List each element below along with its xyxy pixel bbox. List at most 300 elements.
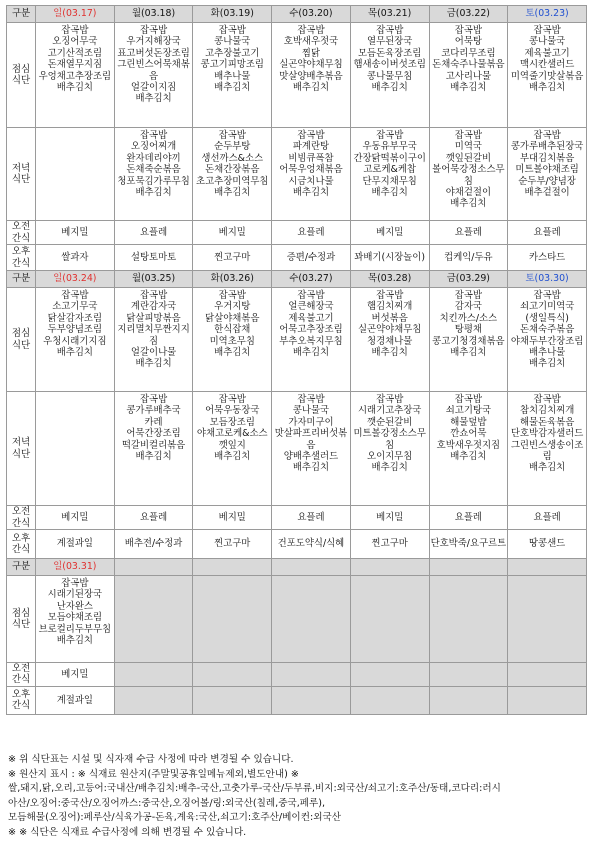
menu-cell bbox=[429, 288, 508, 392]
menu-cell bbox=[114, 128, 193, 221]
menu-item: 탕평채 bbox=[454, 324, 482, 336]
menu-item: 닭살피망볶음 bbox=[126, 312, 181, 324]
menu-item: 잡곡밥 bbox=[297, 25, 325, 36]
snack-cell: 요플레 bbox=[272, 221, 351, 245]
menu-item: 배추김치 bbox=[214, 451, 251, 463]
menu-item: 완자데리야끼 bbox=[126, 152, 181, 164]
snack-cell: 건포도약식/식혜 bbox=[272, 530, 351, 559]
day-header: 월(03.25) bbox=[114, 271, 193, 288]
menu-item: 배추나물 bbox=[214, 70, 251, 82]
menu-cell bbox=[350, 23, 429, 128]
pm-snack-row bbox=[7, 245, 587, 271]
menu-item: 청포묵김가루무침 bbox=[117, 175, 190, 187]
menu-item: 잡곡밥 bbox=[139, 290, 168, 301]
menu-item: 우거지해장국 bbox=[126, 36, 181, 48]
menu-item: 배추김치 bbox=[56, 635, 93, 647]
menu-item: 잡곡밥 bbox=[218, 130, 246, 141]
pm-snack-row-label bbox=[7, 686, 36, 714]
menu-item: 돈채죽순볶음 bbox=[126, 164, 181, 176]
menu-item: 배추김치 bbox=[528, 82, 566, 94]
menu-item: 잡곡밥 bbox=[376, 25, 404, 36]
menu-item: 배추김치 bbox=[214, 82, 251, 94]
menu-item: 배추김치 bbox=[135, 358, 172, 370]
menu-item: 모듬장조림 bbox=[209, 416, 255, 428]
menu-item: 잡곡밥 bbox=[454, 290, 482, 301]
menu-item: 콩나물국 bbox=[292, 405, 330, 417]
menu-cell bbox=[429, 392, 508, 506]
menu-item: 해물돈육볶음 bbox=[519, 416, 575, 428]
lunch-row bbox=[7, 288, 587, 392]
menu-item: 돈채숙주볶음 bbox=[519, 324, 575, 336]
menu-item: 잡곡밥 bbox=[533, 25, 561, 36]
snack-cell: 베지밀 bbox=[350, 506, 429, 530]
snack-cell: 베지밀 bbox=[193, 221, 272, 245]
menu-item: 깻잎지 bbox=[218, 439, 246, 451]
menu-item: 오징어무국 bbox=[52, 36, 98, 48]
menu-item: 콩고기청경채볶음 bbox=[432, 335, 505, 347]
day-header bbox=[114, 559, 193, 576]
dinner-row-label-text: 식단 bbox=[11, 174, 31, 185]
menu-item: 배추김치 bbox=[450, 82, 487, 94]
menu-item: 잡곡밥 bbox=[454, 25, 482, 36]
menu-item: 닭살야채볶음 bbox=[205, 312, 260, 324]
menu-item: 표고버섯돈장조림 bbox=[117, 47, 190, 59]
menu-item: 배추김치 bbox=[56, 347, 93, 359]
snack-cell: 계절과일 bbox=[36, 686, 115, 714]
lunch-row-label bbox=[7, 23, 36, 128]
menu-item: 잡곡밥 bbox=[297, 394, 325, 405]
menu-item: 야채두부간장조림 bbox=[510, 335, 584, 347]
menu-item: 시래기된장국 bbox=[47, 589, 103, 601]
menu-item: 깐쇼어묵 bbox=[450, 428, 487, 440]
menu-item: 양배추샐러드 bbox=[283, 451, 339, 463]
menu-item: 배추김치 bbox=[292, 462, 330, 474]
empty-cell bbox=[508, 663, 587, 687]
day-header: 일(03.17) bbox=[36, 6, 115, 23]
note-line: 모듬해물(오징어):페루산/식육가공-돈육,계육:국산,쇠고기:호주산/베이컨:외국산 bbox=[8, 812, 342, 824]
menu-item: 볼어묵강정소스무침 bbox=[432, 164, 505, 187]
menu-item: 코다리무조림 bbox=[441, 47, 496, 59]
day-header bbox=[508, 559, 587, 576]
menu-item: 버섯볶음 bbox=[371, 312, 408, 324]
menu-cell bbox=[429, 128, 508, 221]
menu-item: 잡곡밥 bbox=[533, 130, 561, 141]
menu-cell bbox=[36, 576, 115, 663]
menu-item: 배추김치 bbox=[56, 82, 93, 94]
lunch-row-label-text: 식단 bbox=[11, 619, 31, 630]
am-snack-row-label-text: 간식 bbox=[11, 674, 31, 686]
empty-cell bbox=[272, 686, 351, 714]
menu-item: 잡곡밥 bbox=[297, 130, 325, 141]
menu-item: 모듬야채조림 bbox=[47, 612, 103, 624]
menu-item: 어묵간장조림 bbox=[126, 428, 181, 440]
empty-cell bbox=[114, 663, 193, 687]
pm-snack-row-label-text: 오후 bbox=[11, 532, 31, 544]
menu-item: 열무된장국 bbox=[367, 36, 413, 48]
snack-cell: 베지밀 bbox=[193, 506, 272, 530]
menu-item: 닭살감자조림 bbox=[47, 312, 103, 324]
menu-item: 미트볼강정소스무침 bbox=[353, 428, 426, 451]
menu-item: 콩가루배추국 bbox=[126, 405, 181, 417]
menu-cell bbox=[272, 288, 351, 392]
menu-item: 배추김치 bbox=[371, 347, 408, 359]
snack-cell: 베지밀 bbox=[36, 221, 115, 245]
snack-cell: 찐고구마 bbox=[193, 245, 272, 271]
menu-item: 잡곡밥 bbox=[533, 290, 561, 301]
menu-item: 돈채간장볶음 bbox=[205, 164, 260, 176]
menu-item: 배추김치 bbox=[214, 347, 251, 359]
menu-cell bbox=[508, 23, 587, 128]
menu-item: 잡곡밥 bbox=[454, 130, 482, 141]
menu-cell bbox=[193, 288, 272, 392]
menu-cell bbox=[114, 288, 193, 392]
menu-item: 감자국 bbox=[454, 301, 482, 313]
menu-item: 고기산적조림 bbox=[47, 47, 103, 59]
dinner-row-label-text: 저녁 bbox=[11, 162, 31, 174]
menu-item: 야채고로케&소스 bbox=[196, 428, 268, 440]
day-header: 목(03.28) bbox=[350, 271, 429, 288]
menu-cell bbox=[114, 392, 193, 506]
day-header: 금(03.22) bbox=[429, 6, 508, 23]
menu-item: 잡곡밥 bbox=[61, 290, 89, 301]
menu-cell bbox=[36, 128, 115, 221]
menu-item: 돈채숙주나물볶음 bbox=[432, 59, 505, 71]
snack-cell: 요플레 bbox=[429, 221, 508, 245]
menu-item: 제육불고기 bbox=[524, 47, 570, 59]
snack-cell: 베지밀 bbox=[350, 221, 429, 245]
menu-item: 배추나물 bbox=[528, 347, 566, 359]
snack-cell: 요플레 bbox=[429, 506, 508, 530]
menu-item: 미역줄기맛살볶음 bbox=[510, 70, 584, 82]
menu-item: 난자완스 bbox=[56, 600, 93, 612]
menu-item: 쇠고기미역국(생일특식) bbox=[519, 301, 575, 324]
header-label: 구분 bbox=[7, 6, 36, 23]
am-snack-row-label-text: 오전 bbox=[11, 506, 31, 518]
pm-snack-row bbox=[7, 686, 587, 714]
menu-item: 소고기무국 bbox=[52, 301, 98, 313]
am-snack-row-label-text: 간식 bbox=[11, 232, 31, 244]
menu-item: 잡곡밥 bbox=[61, 578, 89, 589]
snack-cell: 단호박죽/요구르트 bbox=[429, 530, 508, 559]
menu-item: 브로컬리두부무침 bbox=[38, 623, 112, 635]
menu-item: 순두부/양념장 bbox=[518, 175, 576, 187]
menu-item: 배추김치 bbox=[135, 451, 172, 463]
empty-cell bbox=[272, 663, 351, 687]
note-line: 아산/오징어:중국산/오징어까스:중국산,오징어볼/링:외국산(칠레,중국,페루), bbox=[8, 797, 326, 809]
am-snack-row bbox=[7, 663, 587, 687]
menu-item: 모듬돈육장조림 bbox=[357, 47, 422, 59]
menu-item: 실곤약야채무침 bbox=[279, 59, 343, 71]
menu-item: 시래기고추장국 bbox=[357, 405, 422, 417]
menu-item: 어묵우동장국 bbox=[205, 405, 260, 417]
dinner-row-label-text: 식단 bbox=[11, 448, 31, 460]
menu-cell bbox=[36, 288, 115, 392]
snack-cell: 찐고구마 bbox=[350, 530, 429, 559]
snack-cell: 베지밀 bbox=[36, 663, 115, 687]
menu-item: 우동유부무국 bbox=[362, 141, 417, 153]
menu-item: 콩나물국 bbox=[528, 36, 566, 48]
menu-cell bbox=[193, 128, 272, 221]
menu-item: 배추김치 bbox=[528, 358, 566, 370]
pm-snack-row-label-text: 간식 bbox=[11, 544, 31, 555]
lunch-row-label bbox=[7, 576, 36, 663]
menu-item: 잡곡밥 bbox=[376, 394, 404, 405]
menu-item: 두부양념조림 bbox=[47, 324, 103, 336]
lunch-row-label-text: 식단 bbox=[11, 339, 31, 351]
empty-cell bbox=[193, 686, 272, 714]
menu-cell bbox=[350, 288, 429, 392]
menu-item: 한식잡채 bbox=[214, 324, 251, 336]
lunch-row bbox=[7, 576, 587, 663]
menu-item: 가자미구이 bbox=[288, 416, 334, 428]
snack-cell: 배추전/수정과 bbox=[114, 530, 193, 559]
menu-item: 파계란탕 bbox=[292, 141, 330, 153]
empty-cell bbox=[272, 576, 351, 663]
snack-cell: 설탕토마토 bbox=[114, 245, 193, 271]
menu-item: 배추김치 bbox=[135, 187, 172, 199]
day-header bbox=[193, 559, 272, 576]
lunch-row-label-text: 점심 bbox=[11, 607, 31, 619]
menu-item: 배추김치 bbox=[371, 187, 408, 199]
menu-item: 잡곡밥 bbox=[218, 394, 246, 405]
menu-item: 고추장불고기 bbox=[205, 47, 260, 59]
menu-item: 잡곡밥 bbox=[376, 130, 404, 141]
note-line: ※ 원산지 표시 : ※ 식재료 원산지(주말및공휴일메뉴제외,별도안내) ※ bbox=[8, 768, 299, 780]
menu-cell bbox=[36, 23, 115, 128]
menu-item: 배추김치 bbox=[528, 462, 566, 474]
menu-item: 배추김치 bbox=[292, 347, 330, 359]
menu-item: 배추김치 bbox=[371, 82, 408, 94]
empty-cell bbox=[508, 686, 587, 714]
menu-item: 잡곡밥 bbox=[139, 130, 168, 141]
snack-cell: 계절과일 bbox=[36, 530, 115, 559]
am-snack-row-label-text: 오전 bbox=[11, 221, 31, 233]
day-header: 금(03.29) bbox=[429, 271, 508, 288]
menu-item: 잡곡밥 bbox=[454, 394, 482, 405]
pm-snack-row-label bbox=[7, 245, 36, 271]
menu-item: 잡곡밥 bbox=[218, 290, 246, 301]
empty-cell bbox=[193, 663, 272, 687]
menu-item: 잡곡밥 bbox=[297, 290, 325, 301]
menu-item: 잡곡밥 bbox=[533, 394, 561, 405]
snack-cell: 땅콩샌드 bbox=[508, 530, 587, 559]
day-header: 수(03.27) bbox=[272, 271, 351, 288]
empty-cell bbox=[350, 576, 429, 663]
day-header bbox=[429, 559, 508, 576]
day-header: 월(03.18) bbox=[114, 6, 193, 23]
am-snack-row-label-text: 간식 bbox=[11, 517, 31, 529]
snack-cell: 증편/수정과 bbox=[272, 245, 351, 271]
menu-item: 맛살파프리버섯볶음 bbox=[274, 428, 348, 451]
day-header-row bbox=[7, 559, 587, 576]
snack-cell: 베지밀 bbox=[36, 506, 115, 530]
day-header bbox=[350, 559, 429, 576]
empty-cell bbox=[429, 576, 508, 663]
menu-item: 얼갈이지짐 bbox=[130, 82, 177, 94]
lunch-row bbox=[7, 23, 587, 128]
menu-item: 깻잎된갈비 bbox=[445, 152, 492, 164]
pm-snack-row-label-text: 오후 bbox=[11, 246, 31, 258]
menu-item: 미트볼야채조림 bbox=[515, 164, 579, 176]
menu-cell bbox=[272, 128, 351, 221]
menu-item: 배추김치 bbox=[214, 187, 251, 199]
menu-item: 맥시칸샐러드 bbox=[519, 59, 575, 71]
menu-item: 간장닭떡볶이구이 bbox=[353, 152, 426, 164]
menu-item: 배추김치 bbox=[450, 198, 487, 210]
menu-item: 부대김치볶음 bbox=[519, 152, 575, 164]
am-snack-row-label bbox=[7, 506, 36, 530]
dinner-row-label bbox=[7, 128, 36, 221]
menu-item: 쇠고기탕국 bbox=[445, 405, 492, 417]
menu-item: 고로케&케찹 bbox=[363, 164, 416, 176]
menu-item: 어묵우엉채볶음 bbox=[279, 164, 343, 176]
pm-snack-row-label-text: 오후 bbox=[11, 688, 31, 700]
menu-item: 배추김치 bbox=[292, 187, 330, 199]
day-header: 일(03.31) bbox=[36, 559, 115, 576]
menu-item: 부추오복지무침 bbox=[279, 335, 343, 347]
menu-item: 청경채나물 bbox=[367, 335, 413, 347]
menu-cell bbox=[508, 128, 587, 221]
header-label: 구분 bbox=[7, 559, 36, 576]
menu-item: 오이지무침 bbox=[367, 451, 413, 463]
menu-cell bbox=[272, 23, 351, 128]
menu-item: 순두부탕 bbox=[214, 141, 251, 153]
day-header-row bbox=[7, 6, 587, 23]
snack-cell: 쌀과자 bbox=[36, 245, 115, 271]
pm-snack-row-label bbox=[7, 530, 36, 559]
menu-cell bbox=[508, 392, 587, 506]
menu-item: 배추김치 bbox=[450, 451, 487, 463]
empty-cell bbox=[508, 576, 587, 663]
menu-item: 돈재열무지짐 bbox=[47, 59, 103, 71]
day-header: 화(03.19) bbox=[193, 6, 272, 23]
menu-item: 생선까스&소스 bbox=[201, 152, 264, 164]
pm-snack-row bbox=[7, 530, 587, 559]
snack-cell: 찐고구마 bbox=[193, 530, 272, 559]
menu-item: 미역국 bbox=[454, 141, 482, 153]
menu-item: 고사리나물 bbox=[445, 70, 492, 82]
menu-item: 해물덮밥 bbox=[450, 416, 487, 428]
menu-item: 초고추장미역무침 bbox=[196, 175, 269, 187]
menu-cell bbox=[193, 392, 272, 506]
day-header: 수(03.20) bbox=[272, 6, 351, 23]
menu-item: 콩고기피망조림 bbox=[200, 59, 264, 71]
empty-cell bbox=[114, 686, 193, 714]
pm-snack-row-label-text: 간식 bbox=[11, 257, 31, 269]
snack-cell: 요플레 bbox=[114, 506, 193, 530]
am-snack-row bbox=[7, 506, 587, 530]
day-header: 목(03.21) bbox=[350, 6, 429, 23]
lunch-row-label-text: 점심 bbox=[11, 63, 31, 75]
menu-cell bbox=[114, 23, 193, 128]
menu-item: 얼갈이나물 bbox=[130, 347, 177, 359]
snack-cell: 꽈배기(시장놀이) bbox=[350, 245, 429, 271]
menu-item: 배추김치 bbox=[292, 82, 330, 94]
menu-item: 배추김치 bbox=[371, 462, 408, 474]
menu-item: 미역초무침 bbox=[209, 335, 255, 347]
menu-item: 카레 bbox=[144, 416, 163, 428]
menu-item: 얼큰해장국 bbox=[288, 301, 334, 313]
menu-item: 잡곡밥 bbox=[139, 394, 168, 405]
am-snack-row-label bbox=[7, 663, 36, 687]
empty-cell bbox=[193, 576, 272, 663]
empty-cell bbox=[350, 663, 429, 687]
menu-item: 우거지탕 bbox=[214, 301, 251, 313]
snack-cell: 요플레 bbox=[508, 506, 587, 530]
menu-item: 잡곡밥 bbox=[218, 25, 246, 36]
menu-item: 떡갈비컬리볶음 bbox=[121, 439, 186, 451]
am-snack-row-label bbox=[7, 221, 36, 245]
dinner-row bbox=[7, 128, 587, 221]
pm-snack-row-label-text: 간식 bbox=[11, 700, 31, 712]
snack-cell: 요플레 bbox=[114, 221, 193, 245]
am-snack-row bbox=[7, 221, 587, 245]
menu-item: 배추겉절이 bbox=[524, 187, 570, 199]
notes-section bbox=[8, 753, 588, 841]
menu-cell bbox=[429, 23, 508, 128]
menu-item: 찜닭 bbox=[301, 47, 321, 59]
menu-item: 제육불고기 bbox=[288, 312, 334, 324]
note-line: ※ 위 식단표는 시설 및 식자재 수급 사정에 따라 변경될 수 있습니다. bbox=[8, 754, 294, 765]
menu-item: 어묵탕 bbox=[454, 36, 482, 48]
menu-item: 콩나물국 bbox=[214, 36, 251, 48]
menu-item: 그린빈스생송이조림 bbox=[510, 439, 584, 463]
dinner-row-label bbox=[7, 392, 36, 506]
empty-cell bbox=[429, 686, 508, 714]
snack-cell: 요플레 bbox=[272, 506, 351, 530]
menu-table bbox=[6, 5, 587, 715]
am-snack-row-label-text: 오전 bbox=[11, 663, 31, 674]
menu-item: 단호박감자샐러드 bbox=[510, 428, 584, 440]
menu-item: 오징어찌개 bbox=[130, 141, 177, 153]
empty-cell bbox=[429, 663, 508, 687]
menu-item: 참치김치찌개 bbox=[519, 405, 575, 417]
menu-item: 잡곡밥 bbox=[139, 25, 168, 36]
dinner-row-label-text: 저녁 bbox=[11, 437, 31, 449]
menu-cell bbox=[272, 392, 351, 506]
menu-item: 야채겉절이 bbox=[445, 187, 492, 199]
day-header: 토(03.30) bbox=[508, 271, 587, 288]
menu-item: 단무지채무침 bbox=[362, 175, 417, 187]
day-header bbox=[272, 559, 351, 576]
menu-item: 우엉채고추장조림 bbox=[38, 70, 112, 82]
menu-cell bbox=[508, 288, 587, 392]
menu-cell bbox=[36, 392, 115, 506]
menu-item: 배추김치 bbox=[450, 347, 487, 359]
header-label: 구분 bbox=[7, 271, 36, 288]
menu-cell bbox=[350, 128, 429, 221]
empty-cell bbox=[114, 576, 193, 663]
menu-item: 햄김치찌개 bbox=[367, 301, 413, 313]
menu-item: 치킨까스/소스 bbox=[439, 312, 498, 324]
menu-item: 실곤약야채무침 bbox=[357, 324, 422, 336]
menu-item: 계란감자국 bbox=[130, 301, 177, 313]
menu-item: 콩가루배추된장국 bbox=[510, 141, 584, 153]
day-header-row bbox=[7, 271, 587, 288]
menu-item: 콩나물무침 bbox=[367, 70, 413, 82]
menu-item: 호박새우젓국 bbox=[283, 36, 339, 48]
menu-item: 호박새우젓지짐 bbox=[436, 439, 501, 451]
snack-cell: 컵케익/두유 bbox=[429, 245, 508, 271]
lunch-row-label-text: 점심 bbox=[11, 328, 31, 340]
snack-cell: 요플레 bbox=[508, 221, 587, 245]
menu-item: 깻순된갈비 bbox=[367, 416, 413, 428]
note-line: ※ ※ 식단은 식재료 수급사정에 의해 변경될 수 있습니다. bbox=[8, 826, 247, 838]
menu-item: 잡곡밥 bbox=[376, 290, 404, 301]
snack-cell: 카스타드 bbox=[508, 245, 587, 271]
lunch-row-label bbox=[7, 288, 36, 392]
menu-item: 배추김치 bbox=[135, 93, 172, 105]
